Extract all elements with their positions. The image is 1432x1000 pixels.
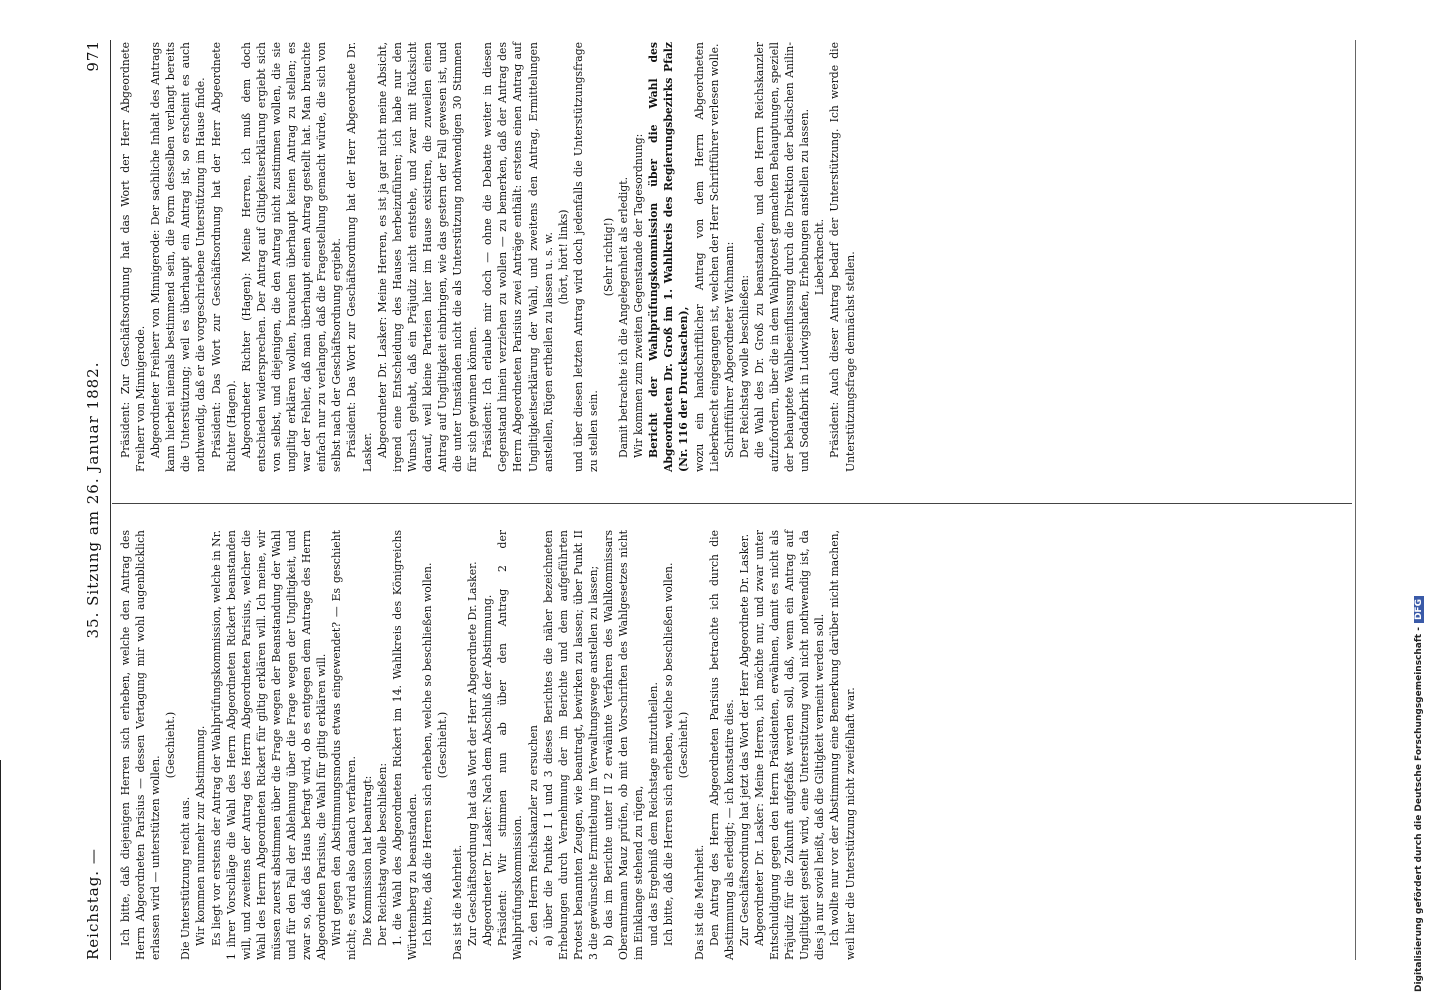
paragraph: (Sehr richtig!) [602, 217, 615, 297]
column-divider [112, 503, 1352, 504]
paragraph: Abgeordneter Dr. Lasker: Meine Herren, es ist ja gar nicht meine Absicht, irgend eine Entscheidung des Hauses herbeizuführen; ich habe nur den Wunsch gehabt, daß ein Präjudiz nicht entstehe, und zwar mit Rücksicht darauf, weil kleine Parteien hier im Hause existiren, die zuweilen einen Antrag auf Ungiltigkeit einbringen, wie das gestern der Fall gewesen ist, und die unter Umständen nicht die als Unterstützung nothwendigen 30 Stimmen für sich gewinnen können. [375, 42, 480, 472]
paragraph: Abgeordneter Dr. Lasker: Meine Herren, ich möchte nur, und zwar unter Entschuldigung gegen den Herrn Präsidenten, erwähnen, damit es nicht als Präjudiz für die Zukunft aufgefaßt werden soll, daß, wenn ein Antrag auf Ungiltigkeit gestellt wird, eine Unterstützung wohl nicht nothwendig ist, da dies ja nur soviel heißt, daß die Giltigkeit verneint werden soll. [752, 530, 827, 960]
paragraph: Zur Geschäftsordnung hat jetzt das Wort der Herr Abgeordnete Dr. Lasker. [737, 533, 751, 946]
paragraph: Ich bitte, daß die Herren sich erheben, welche so beschließen wollen. [662, 562, 676, 946]
paragraph: Bericht der Wahlprüfungskommission über die Wahl des Abgeordneten Dr. Groß im 1. Wahlkreis des Regierungsbezirks Pfalz (Nr. 116 der Drucksachen), [647, 42, 691, 472]
paragraph: Präsident: Das Wort zur Geschäftsordnung hat der Herr Abgeordnete Richter (Hagen). [209, 42, 238, 472]
paragraph: Ich wollte nur vor der Abstimmung eine Bemerkung darüber nicht machen, weil hier die Unterstützung nicht zweifelhaft war. [828, 530, 857, 960]
paragraph: Der Reichstag wolle beschließen: [375, 762, 389, 946]
paragraph: Präsident: Auch dieser Antrag bedarf der Unterstützung. Ich werde die Unterstützungsfrage demnächst stellen. [828, 42, 857, 472]
paragraph: Abgeordneter Richter (Hagen): Meine Herren, ich muß dem doch entschieden widersprechen. Der Antrag auf Giltigkeitserklärung ergiebt sich von selbst, und diejenigen, die den Antrag nicht zustimmen wollen, die sie ungiltig erklären wollen, brauchen überhaupt keinen Antrag zu stellen; es war der Fehler, daß man überhaupt einen Antrag gestellt hat. Man brauchte einfach nur zu verlangen, daß die Fragestellung gemacht würde, die sich von selbst nach der Geschäftsordnung ergiebt. [239, 42, 344, 472]
paragraph: (Geschieht.) [677, 711, 691, 779]
paragraph: Das ist die Mehrheit. [692, 844, 706, 960]
paragraph: Wir kommen nunmehr zur Abstimmung. [194, 725, 208, 946]
paragraph: Wir kommen zum zweiten Gegenstande der Tagesordnung: [632, 133, 646, 458]
paragraph: 1. die Wahl des Abgeordneten Rickert im 14. Wahlkreis des Königreichs Württemberg zu beanstanden. [390, 530, 419, 960]
paragraph: Das ist die Mehrheit. [451, 844, 465, 960]
paragraph: Ich bitte, daß diejenigen Herren sich erheben, welche den Antrag des Herrn Abgeordneten Parisius — dessen Vertagung mir wohl augenblicklich erlassen wird — unterstützen wollen. [119, 530, 163, 960]
right-column [118, 42, 858, 472]
paragraph: Damit betrachte ich die Angelegenheit als erledigt. [617, 176, 631, 458]
paragraph: (hört, hört! links) [556, 209, 570, 305]
paragraph: Präsident: Wir stimmen nun ab über den Antrag 2 der Wahlprüfungskommission. [496, 530, 525, 960]
top-rule [0, 760, 1, 990]
paragraph: und das Ergebniß dem Reichstage mitzutheilen. [647, 682, 661, 946]
paragraph: (Geschieht.) [435, 711, 449, 779]
header-left: Reichstag. — [84, 848, 102, 960]
page-header [84, 40, 110, 960]
paragraph: Die Unterstützung reicht aus. [179, 796, 193, 960]
credit-text: Digitalisierung gefördert durch die Deutsche Forschungsgemeinschaft - [1414, 627, 1424, 992]
paragraph: wozu ein handschriftlicher Antrag von dem Herrn Abgeordneten Lieberknecht eingegangen ist, welchen der Herr Schriftführer verlesen wolle. [692, 42, 721, 472]
header-rule [110, 40, 111, 960]
paragraph: b) das im Berichte unter II 2 erwähnte Verfahren des Wahlkommissars Oberamtmann Mauz prüfen, ob mit den Vorschriften des Wahlgesetzes nicht im Einklange stehend zu rügen, [602, 530, 646, 960]
paragraph: Präsident: Das Wort zur Geschäftsordnung hat der Herr Abgeordnete Dr. Lasker. [345, 42, 374, 472]
paragraph: Den Antrag des Herrn Abgeordneten Parisius betrachte ich durch die Abstimmung als erledigt; — ich konstatire dies. [707, 530, 736, 960]
bottom-rule [1355, 40, 1356, 960]
left-column [118, 530, 858, 960]
paragraph: 2. den Herrn Reichskanzler zu ersuchen [526, 725, 540, 946]
paragraph: Abgeordneter Freiherr von Minnigerode: Der sachliche Inhalt des Antrags kann hierbei niemals bestimmend sein, die Form desselben verlangt bereits die Unterstützung; weil es überhaupt ein Antrag ist, so erscheint es auch nothwendig, daß er die vorgeschriebene Unterstützung im Hause finde. [149, 42, 208, 472]
paragraph: Die Kommission hat beantragt: [360, 775, 374, 946]
paragraph: Der Reichstag wolle beschließen: [737, 274, 751, 458]
paragraph: Schriftführer Abgeordneter Wichmann: [722, 241, 736, 458]
paragraph: und über diesen letzten Antrag wird doch jedenfalls die Unterstützungsfrage zu stellen sein. [571, 42, 600, 472]
paragraph: Ich bitte, daß die Herren sich erheben, welche so beschließen wollen. [420, 562, 434, 946]
paragraph: Zur Geschäftsordnung hat das Wort der Herr Abgeordnete Dr. Lasker. [466, 561, 480, 946]
paragraph: Präsident: Zur Geschäftsordnung hat das Wort der Herr Abgeordnete Freiherr von Minnigerode. [119, 42, 148, 472]
header-title: 35. Sitzung am 26. Januar 1882. [84, 361, 102, 639]
page-number: 971 [84, 40, 102, 72]
paragraph: Es liegt vor erstens der Antrag der Wahlprüfungskommission, welche in Nr. 1 ihrer Vorschläge die Wahl des Herrn Abgeordneten Rickert beanstanden will, und zweitens der Antrag des Herrn Abgeordneten Parisius, welcher die Wahl des Herrn Abgeordneten Rickert für giltig erklären will. Ich meine, wir müssen zuerst abstimmen über die Frage wegen der Beanstandung der Wahl und für den Fall der Ablehnung über die Frage wegen der Ungiltigkeit, und zwar so, daß das Haus befragt wird, ob es entgegen dem Antrage des Herrn Abgeordneten Parisius, die Wahl für giltig erklären will. [209, 530, 329, 960]
paragraph: Lieberknecht. [813, 218, 827, 296]
paragraph: Wird gegen den Abstimmungsmodus etwas eingewendet? — Es geschieht nicht; es wird also danach verfahren. [330, 530, 359, 960]
digitization-credit [1414, 32, 1428, 992]
paragraph: Abgeordneter Dr. Lasker: Nach dem Abschluß der Abstimmung. [481, 594, 495, 946]
paragraph: die Wahl des Dr. Groß zu beanstanden, und den Herrn Reichskanzler aufzufordern, über die in dem Wahlprotest gemachten Behauptungen, speziell der behauptete Wahlbeeinflussung durch die Direktion der badischen Anilin- und Sodafabrik in Ludwigshafen, Erhebungen anstellen zu lassen. [752, 42, 812, 472]
dfg-logo: DFG [1414, 596, 1424, 623]
paragraph: (Geschieht.) [164, 711, 178, 779]
paragraph: a) über die Punkte I 1 und 3 dieses Berichtes die näher bezeichneten Erhebungen durch Vernehmung der im Berichte und dem aufgeführten Protest benannten Zeugen, wie beantragt, bewirken zu lassen; über Punkt II 3 die gewünschte Ermittelung im Verwaltungswege anstellen zu lassen; [541, 530, 600, 960]
paragraph: Präsident: Ich erlaube mir doch — ohne die Debatte weiter in diesen Gegenstand hinein verziehen zu wollen — zu bemerken, daß der Antrag des Herrn Abgeordneten Parisius zwei Anträge enthält: erstens einen Antrag auf Ungiltigkeitserklärung der Wahl, und zweitens den Antrag, Ermittelungen anstellen, Rügen ertheilen zu lassen u. s. w. [481, 42, 555, 472]
